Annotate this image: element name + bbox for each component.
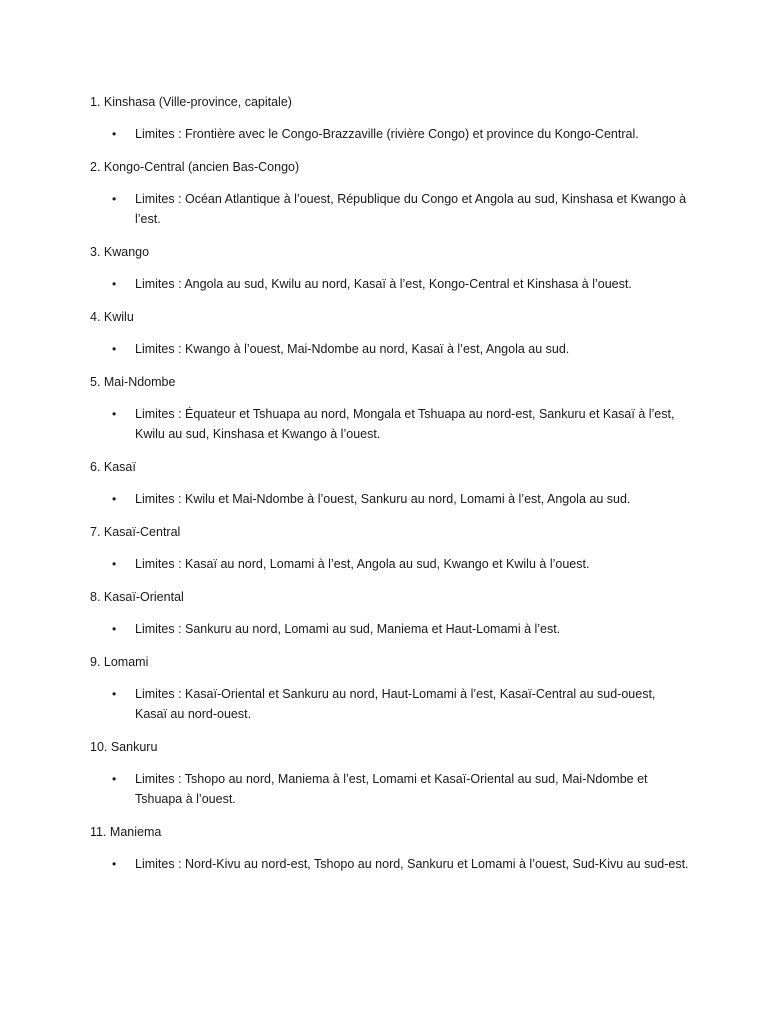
bullet-icon: • xyxy=(112,277,117,291)
limits-text: Limites : Sankuru au nord, Lomami au sud, Maniema et Haut-Lomami à l’est. xyxy=(135,622,561,636)
list-item xyxy=(90,587,690,639)
province-heading: 11. Maniema xyxy=(90,825,162,839)
list-item xyxy=(90,457,690,509)
list-item xyxy=(90,522,690,574)
list-item xyxy=(90,307,690,359)
bullet-icon: • xyxy=(112,857,117,871)
bullet-icon: • xyxy=(112,407,117,421)
limits-bullet xyxy=(90,684,690,724)
limits-text: Limites : Kasaï-Oriental et Sankuru au nord, Haut-Lomami à l’est, Kasaï-Central au sud-ouest, Kasaï au nord-ouest. xyxy=(135,687,656,721)
province-heading: 7. Kasaï-Central xyxy=(90,525,181,539)
limits-text: Limites : Océan Atlantique à l’ouest, République du Congo et Angola au sud, Kinshasa et Kwango à l’est. xyxy=(135,192,687,226)
list-item xyxy=(90,92,690,144)
bullet-icon: • xyxy=(112,492,117,506)
limits-text: Limites : Équateur et Tshuapa au nord, Mongala et Tshuapa au nord-est, Sankuru et Kasaï à l’est, Kwilu au sud, Kinshasa et Kwango à l’ouest. xyxy=(135,407,675,441)
list-item xyxy=(90,822,690,874)
bullet-icon: • xyxy=(112,622,117,636)
limits-bullet xyxy=(90,339,690,359)
limits-text: Limites : Kwilu et Mai-Ndombe à l’ouest, Sankuru au nord, Lomami à l’est, Angola au sud. xyxy=(135,492,631,506)
limits-bullet xyxy=(90,489,690,509)
list-item xyxy=(90,157,690,229)
province-heading: 4. Kwilu xyxy=(90,310,134,324)
limits-bullet xyxy=(90,124,690,144)
bullet-icon: • xyxy=(112,342,117,356)
bullet-icon: • xyxy=(112,772,117,786)
province-heading: 5. Mai-Ndombe xyxy=(90,375,176,389)
limits-text: Limites : Nord-Kivu au nord-est, Tshopo au nord, Sankuru et Lomami à l’ouest, Sud-Kivu au sud-est. xyxy=(135,857,689,871)
limits-text: Limites : Kasaï au nord, Lomami à l’est, Angola au sud, Kwango et Kwilu à l’ouest. xyxy=(135,557,590,571)
limits-bullet xyxy=(90,619,690,639)
limits-text: Limites : Frontière avec le Congo-Brazzaville (rivière Congo) et province du Kongo-Central. xyxy=(135,127,639,141)
list-item xyxy=(90,242,690,294)
province-heading: 6. Kasaï xyxy=(90,460,136,474)
province-heading: 10. Sankuru xyxy=(90,740,158,754)
limits-text: Limites : Tshopo au nord, Maniema à l’est, Lomami et Kasaï-Oriental au sud, Mai-Ndombe et Tshuapa à l’ouest. xyxy=(135,772,648,806)
limits-bullet xyxy=(90,769,690,809)
bullet-icon: • xyxy=(112,127,117,141)
limits-bullet xyxy=(90,554,690,574)
bullet-icon: • xyxy=(112,192,117,206)
limits-bullet xyxy=(90,404,690,444)
province-heading: 3. Kwango xyxy=(90,245,150,259)
list-item xyxy=(90,737,690,809)
province-heading: 2. Kongo-Central (ancien Bas-Congo) xyxy=(90,160,300,174)
list-item xyxy=(90,652,690,724)
limits-text: Limites : Kwango à l’ouest, Mai-Ndombe au nord, Kasaï à l’est, Angola au sud. xyxy=(135,342,570,356)
limits-bullet xyxy=(90,274,690,294)
province-heading: 1. Kinshasa (Ville-province, capitale) xyxy=(90,95,292,109)
limits-bullet xyxy=(90,189,690,229)
limits-text: Limites : Angola au sud, Kwilu au nord, Kasaï à l’est, Kongo-Central et Kinshasa à l’ouest. xyxy=(135,277,632,291)
province-heading: 9. Lomami xyxy=(90,655,149,669)
province-list xyxy=(90,92,690,887)
province-heading: 8. Kasaï-Oriental xyxy=(90,590,184,604)
list-item xyxy=(90,372,690,444)
limits-bullet xyxy=(90,854,690,874)
bullet-icon: • xyxy=(112,687,117,701)
bullet-icon: • xyxy=(112,557,117,571)
